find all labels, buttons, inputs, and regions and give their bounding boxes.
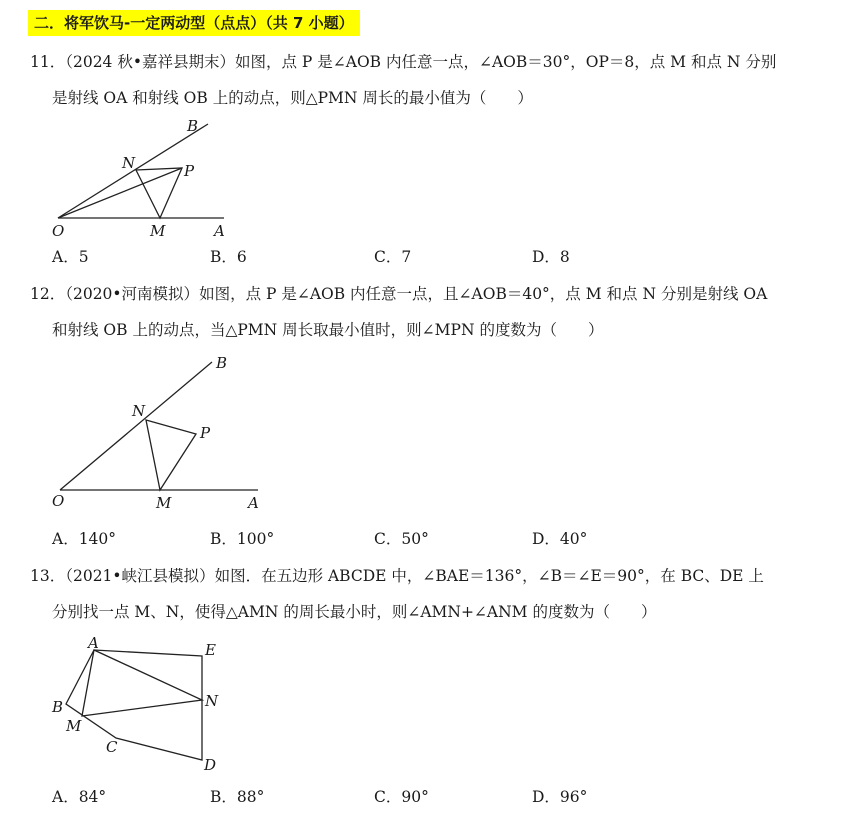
question-12-line-2: 和射线 OB 上的动点，当△PMN 周长取最小值时，则∠MPN 的度数为（ ） — [52, 321, 604, 339]
question-12-option-a[interactable]: A．140° — [52, 530, 117, 548]
label-N: N — [132, 402, 146, 420]
label-E: E — [205, 641, 216, 659]
label-A: A — [248, 494, 259, 512]
question-11-option-b[interactable]: B．6 — [210, 248, 247, 266]
label-M: M — [150, 222, 166, 240]
label-N: N — [122, 154, 136, 172]
label-M: M — [156, 494, 172, 512]
question-12-option-c[interactable]: C．50° — [374, 530, 429, 548]
label-N: N — [205, 692, 219, 710]
question-13-option-a[interactable]: A．84° — [52, 788, 107, 806]
label-A: A — [214, 222, 225, 240]
label-O: O — [52, 222, 65, 240]
question-13-option-d[interactable]: D．96° — [532, 788, 588, 806]
question-12-option-b[interactable]: B．100° — [210, 530, 275, 548]
label-M: M — [66, 717, 82, 735]
label-C: C — [106, 738, 118, 756]
section-title: 二．将军饮马-一定两动型（点点）（共 7 小题） — [28, 10, 360, 36]
label-B: B — [187, 117, 199, 135]
label-B: B — [52, 698, 64, 716]
label-P: P — [200, 424, 211, 442]
label-D: D — [204, 756, 217, 774]
question-12-option-d[interactable]: D．40° — [532, 530, 588, 548]
question-11-option-c[interactable]: C．7 — [374, 248, 412, 266]
question-11-option-d[interactable]: D．8 — [532, 248, 570, 266]
question-13-line-2: 分别找一点 M、N，使得△AMN 的周长最小时，则∠AMN+∠ANM 的度数为（ ） — [52, 603, 657, 621]
question-11-line-1: 11．（2024 秋•嘉祥县期末）如图，点 P 是∠AOB 内任意一点，∠AOB＝30°，OP＝8，点 M 和点 N 分别 — [30, 53, 777, 71]
question-12-line-1: 12．（2020•河南模拟）如图，点 P 是∠AOB 内任意一点，且∠AOB＝40°，点 M 和点 N 分别是射线 OA — [30, 285, 768, 303]
question-13-line-1: 13．（2021•峡江县模拟）如图．在五边形 ABCDE 中，∠BAE＝136°，∠B＝∠E＝90°，在 BC、DE 上 — [30, 567, 764, 585]
label-P: P — [184, 162, 195, 180]
question-13-option-c[interactable]: C．90° — [374, 788, 429, 806]
question-11-line-2: 是射线 OA 和射线 OB 上的动点，则△PMN 周长的最小值为（ ） — [52, 89, 533, 107]
label-A: A — [88, 634, 99, 652]
label-B: B — [216, 354, 228, 372]
question-11-option-a[interactable]: A．5 — [52, 248, 89, 266]
pentagon-ABCDE — [66, 650, 202, 760]
question-13-option-b[interactable]: B．88° — [210, 788, 265, 806]
triangle-AMN — [82, 650, 202, 716]
label-O: O — [52, 492, 65, 510]
